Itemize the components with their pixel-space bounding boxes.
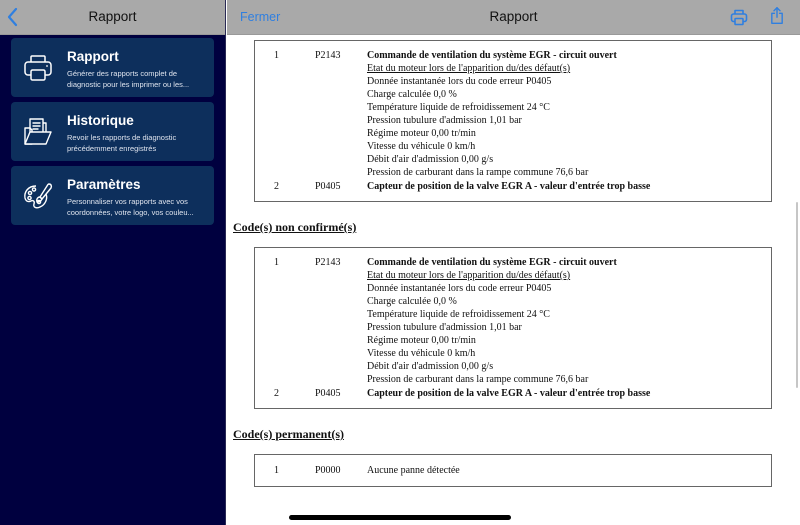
dtc-code: P0405 xyxy=(315,181,341,192)
dtc-title: Capteur de position de la valve EGR A - valeur d'entrée trop basse xyxy=(367,388,651,399)
freeze-frame-line: Vitesse du véhicule 0 km/h xyxy=(367,348,476,359)
card-desc-line: diagnostic pour les imprimer ou les... xyxy=(67,80,190,89)
card-title: Rapport xyxy=(67,49,119,64)
folder-documents-icon xyxy=(22,116,54,148)
freeze-frame-line: Donnée instantanée lors du code erreur P0405 xyxy=(367,76,552,87)
palette-icon xyxy=(22,180,54,212)
freeze-frame-line: Vitesse du véhicule 0 km/h xyxy=(367,141,476,152)
card-desc-line: précédemment enregistrés xyxy=(67,144,157,153)
sidebar-header xyxy=(0,0,225,35)
vertical-scrollbar[interactable] xyxy=(796,202,798,388)
card-desc-line: Personnaliser vos rapports avec vos xyxy=(67,197,188,206)
menu-card-historique[interactable] xyxy=(11,102,214,161)
sidebar xyxy=(0,0,226,525)
section-heading-unconfirmed: Code(s) non confirmé(s) xyxy=(233,220,357,234)
freeze-frame-line: Régime moteur 0,00 tr/min xyxy=(367,335,476,346)
report-title: Rapport xyxy=(489,9,538,24)
freeze-frame-line: Régime moteur 0,00 tr/min xyxy=(367,128,476,139)
dtc-title: Commande de ventilation du système EGR - circuit ouvert xyxy=(367,257,617,268)
engine-state-heading: Etat du moteur lors de l'apparition du/des défaut(s) xyxy=(367,63,571,74)
dtc-title: Commande de ventilation du système EGR - circuit ouvert xyxy=(367,50,617,61)
share-icon[interactable] xyxy=(768,6,786,25)
dtc-title: Capteur de position de la valve EGR A - valeur d'entrée trop basse xyxy=(367,181,651,192)
engine-state-heading: Etat du moteur lors de l'apparition du/des défaut(s) xyxy=(367,270,571,281)
report-header xyxy=(227,0,800,35)
freeze-frame-line: Pression tubulure d'admission 1,01 bar xyxy=(367,322,522,333)
freeze-frame-line: Pression de carburant dans la rampe commune 76,6 bar xyxy=(367,167,589,178)
freeze-frame-line: Température liquide de refroidissement 24 °C xyxy=(367,102,550,113)
menu-card-rapport[interactable] xyxy=(11,38,214,97)
dtc-title: Aucune panne détectée xyxy=(367,465,460,476)
card-desc-line: Générer des rapports complet de xyxy=(67,69,178,78)
printer-icon xyxy=(22,52,54,84)
card-description xyxy=(67,68,217,90)
sidebar-title: Rapport xyxy=(88,9,137,24)
card-title: Paramètres xyxy=(67,177,141,192)
menu-cards xyxy=(0,35,225,225)
dtc-code: P0405 xyxy=(315,388,341,399)
dtc-code: P0000 xyxy=(315,465,341,476)
section-heading-permanent: Code(s) permanent(s) xyxy=(233,427,344,441)
freeze-frame-line: Température liquide de refroidissement 24 °C xyxy=(367,309,550,320)
freeze-frame-line: Débit d'air d'admission 0,00 g/s xyxy=(367,154,494,165)
card-description xyxy=(67,196,217,218)
row-number: 2 xyxy=(274,388,279,399)
row-number: 1 xyxy=(274,50,279,61)
freeze-frame-line: Charge calculée 0,0 % xyxy=(367,296,457,307)
printer-icon[interactable] xyxy=(730,8,748,27)
freeze-frame-line: Débit d'air d'admission 0,00 g/s xyxy=(367,361,494,372)
report-viewer xyxy=(227,0,800,525)
row-number: 1 xyxy=(274,257,279,268)
row-number: 2 xyxy=(274,181,279,192)
card-title: Historique xyxy=(67,113,134,128)
card-desc-line: Revoir les rapports de diagnostic xyxy=(67,133,177,142)
freeze-frame-line: Charge calculée 0,0 % xyxy=(367,89,457,100)
freeze-frame-line: Donnée instantanée lors du code erreur P0405 xyxy=(367,283,552,294)
menu-card-parametres[interactable] xyxy=(11,166,214,225)
row-number: 1 xyxy=(274,465,279,476)
unconfirmed-codes-table xyxy=(254,247,772,409)
dtc-code: P2143 xyxy=(315,257,341,268)
card-desc-line: coordonnées, votre logo, vos couleu... xyxy=(67,208,194,217)
card-description xyxy=(67,132,217,154)
report-document[interactable] xyxy=(227,36,800,525)
freeze-frame-line: Pression de carburant dans la rampe commune 76,6 bar xyxy=(367,374,589,385)
permanent-codes-table xyxy=(254,454,772,487)
freeze-frame-line: Pression tubulure d'admission 1,01 bar xyxy=(367,115,522,126)
dtc-code: P2143 xyxy=(315,50,341,61)
confirmed-codes-table xyxy=(254,40,772,202)
close-button[interactable]: Fermer xyxy=(240,10,281,24)
home-indicator[interactable] xyxy=(289,515,511,520)
